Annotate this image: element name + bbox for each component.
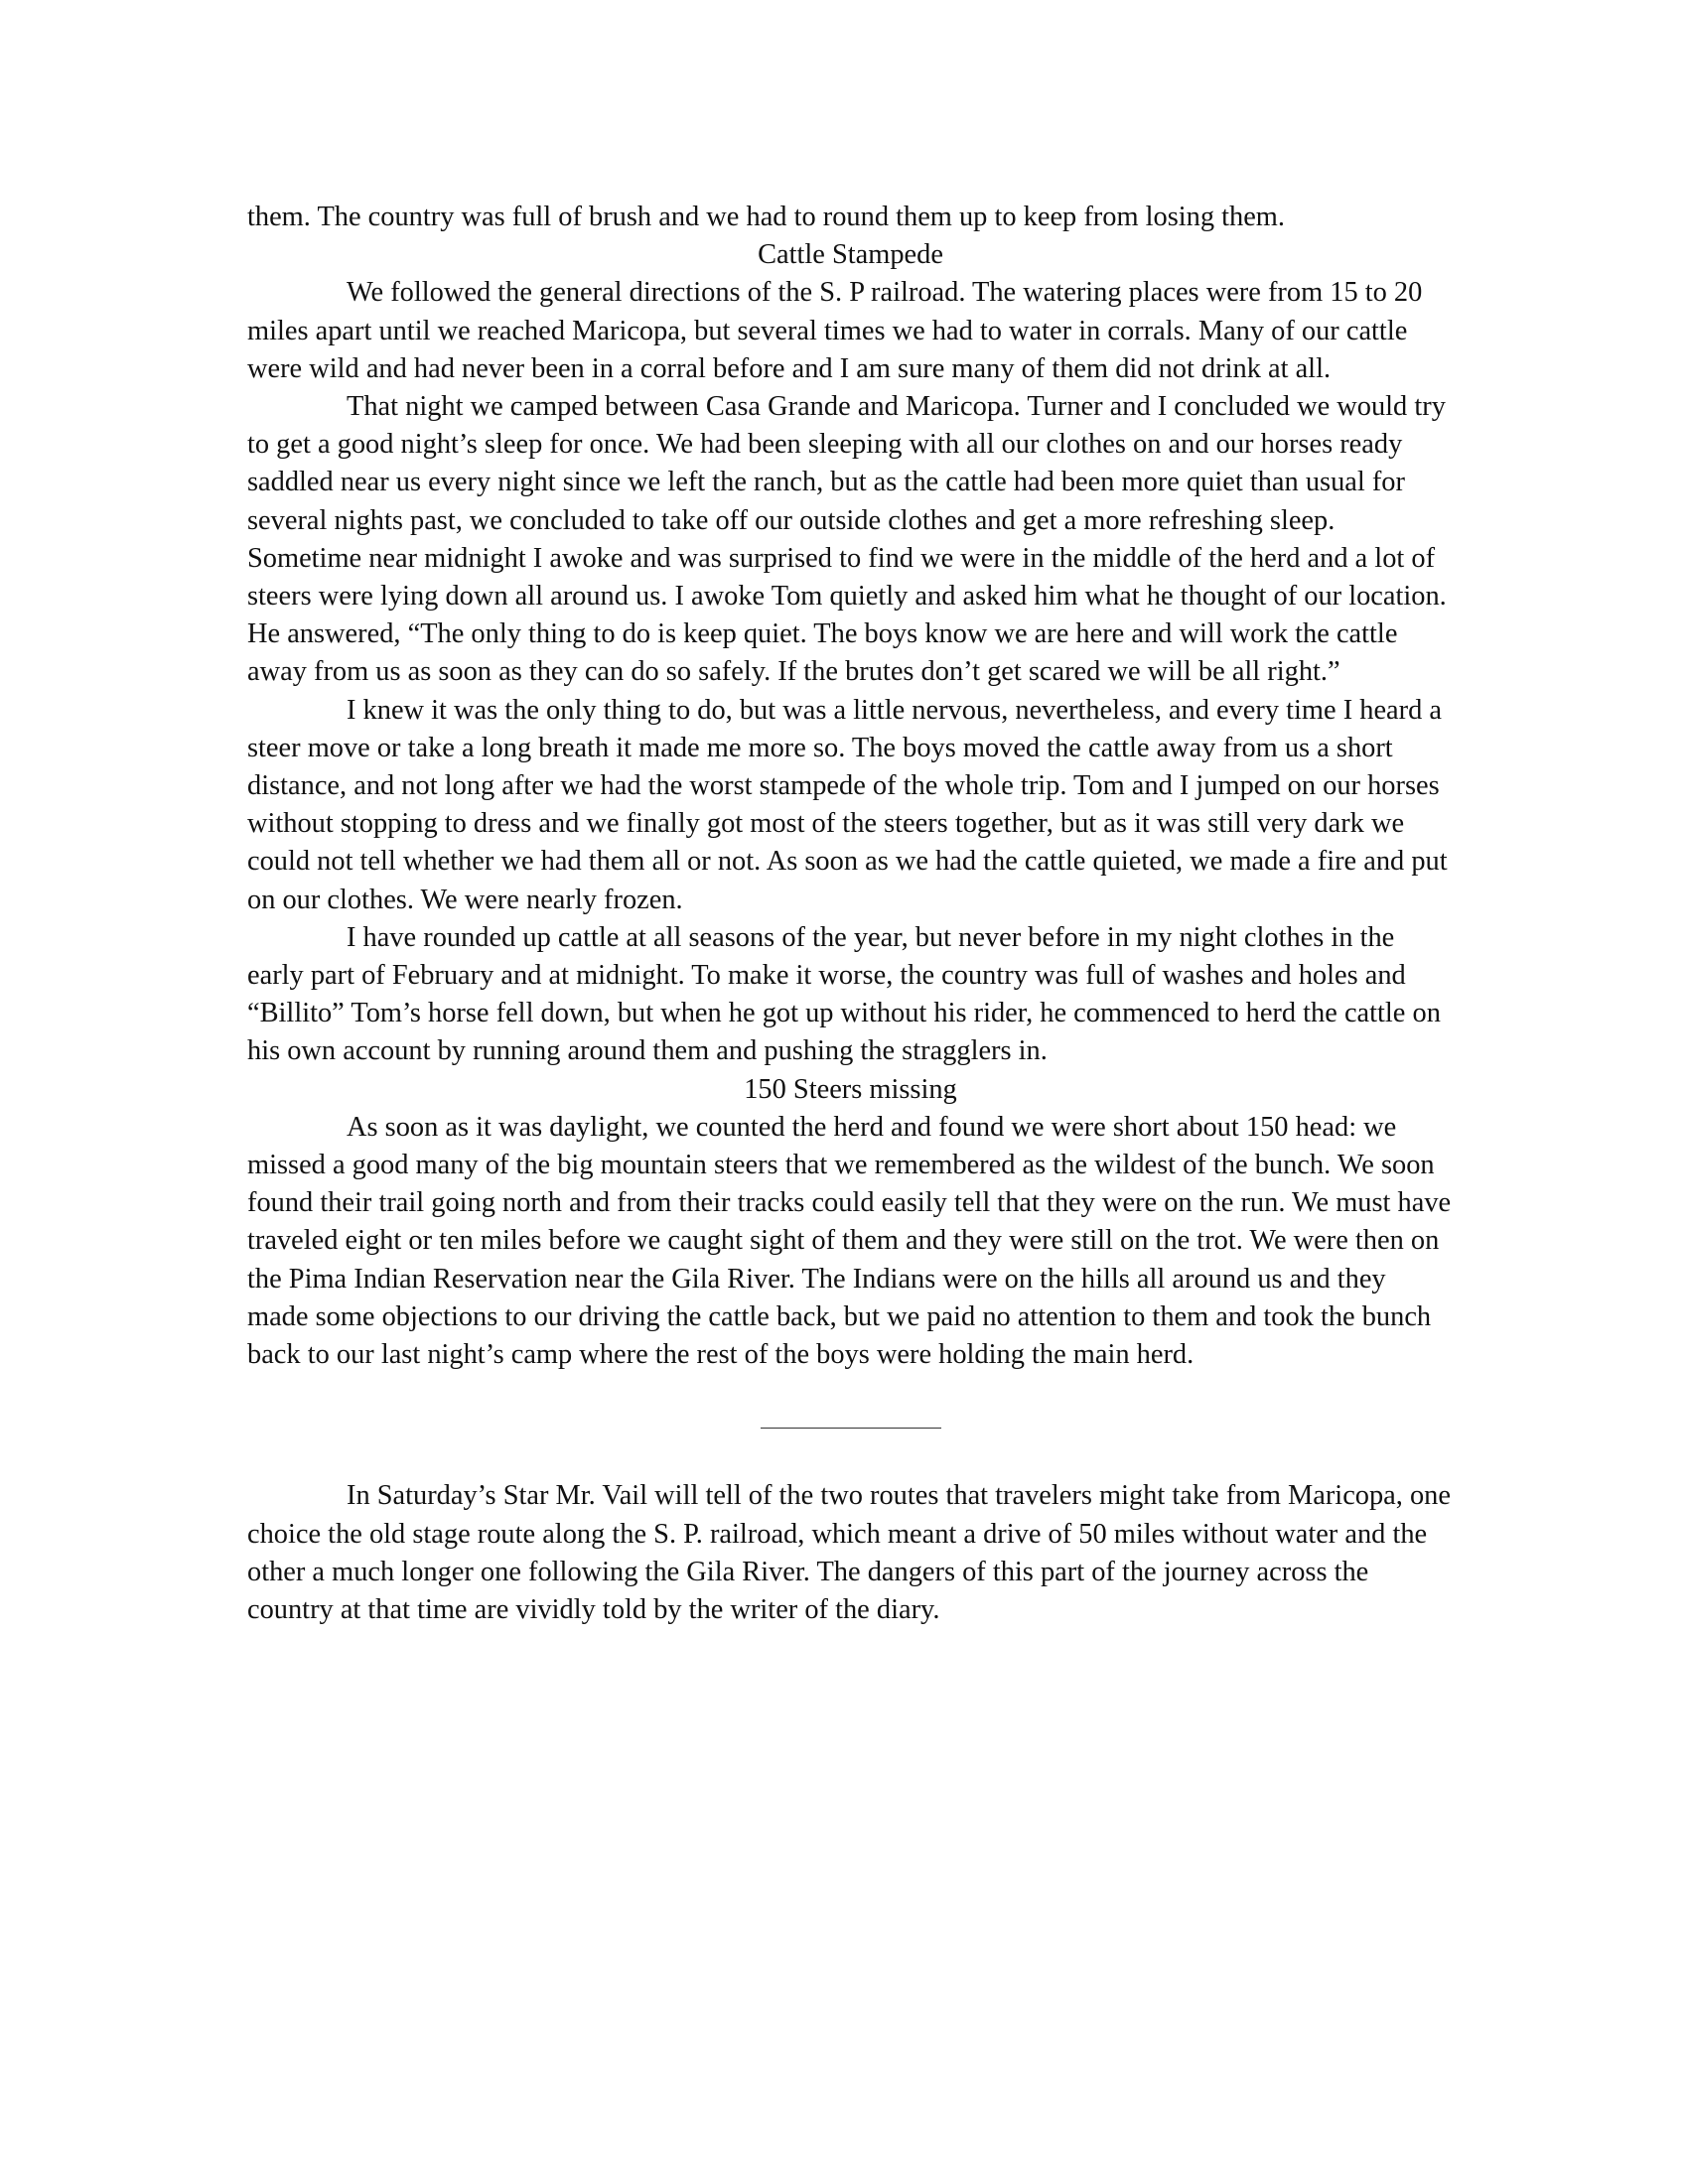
document-page: [247, 199, 1454, 1629]
heading-steers-missing: 150 Steers missing: [744, 1073, 957, 1105]
paragraph-stampede: I knew it was the only thing to do, but was a little nervous, nevertheless, and every time I heard a steer move or take a long breath it made me more so. The boys moved the cattle away from us a short distance, and not long after we had the worst stampede of the whole trip. Tom and I jumped on our horses without stopping to dress and we finally got most of the steers together, but as it was still very dark we could not tell whether we had them all or not. As soon as we had the cattle quieted, we made a fire and put on our clothes. We were nearly frozen.: [247, 694, 1448, 915]
paragraph-counted-herd: As soon as it was daylight, we counted the herd and found we were short about 150 head: we missed a good many of the big mountain steers that we remembered as the wildest of the bunch. We soon found their trail going north and from their tracks could easily tell that they were on the run. We must have traveled eight or ten miles before we caught sight of them and they were still on the trot. We were then on the Pima Indian Reservation near the Gila River. The Indians were on the hills all around us and they made some objections to our driving the cattle back, but we paid no attention to them and took the bunch back to our last night’s camp where the rest of the boys were holding the main herd.: [247, 1111, 1452, 1371]
paragraph-camp-night: That night we camped between Casa Grande and Maricopa. Turner and I concluded we would try to get a good night’s sleep for once. We had been sleeping with all our clothes on and our horses ready saddled near us every night since we left the ranch, but as the cattle had been more quiet than usual for several nights past, we concluded to take off our outside clothes and get a more refreshing sleep. Sometime near midnight I awoke and was surprised to find we were in the middle of the herd and a lot of steers were lying down all around us. I awoke Tom quietly and asked him what he thought of our location. He answered, “The only thing to do is keep quiet. The boys know we are here and will work the cattle away from us as soon as they can do so safely. If the brutes don’t get scared we will be all right.”: [247, 391, 1447, 688]
heading-cattle-stampede: Cattle Stampede: [758, 239, 943, 271]
section-divider: [761, 1428, 941, 1429]
paragraph-watering-places: We followed the general directions of the S. P railroad. The watering places were from 15 to 20 miles apart until we reached Maricopa, but several times we had to water in corrals. Many of our cattle were wild and had never been in a corral before and I am sure many of them did not drink at all.: [247, 277, 1423, 384]
paragraph-night-clothes: I have rounded up cattle at all seasons of the year, but never before in my night clothes in the early part of February and at midnight. To make it worse, the country was full of washes and holes and “Billito” Tom’s horse fell down, but when he got up without his rider, he commenced to herd the cattle on his own account by running around them and pushing the stragglers in.: [247, 921, 1441, 1067]
closing-note: In Saturday’s Star Mr. Vail will tell of the two routes that travelers might take from Maricopa, one choice the old stage route along the S. P. railroad, which meant a drive of 50 miles without water and the other a much longer one following the Gila River. The dangers of this part of the journey across the country at that time are vividly told by the writer of the diary.: [247, 1480, 1451, 1625]
opening-paragraph: them. The country was full of brush and we had to round them up to keep from losing them.: [247, 202, 1285, 232]
